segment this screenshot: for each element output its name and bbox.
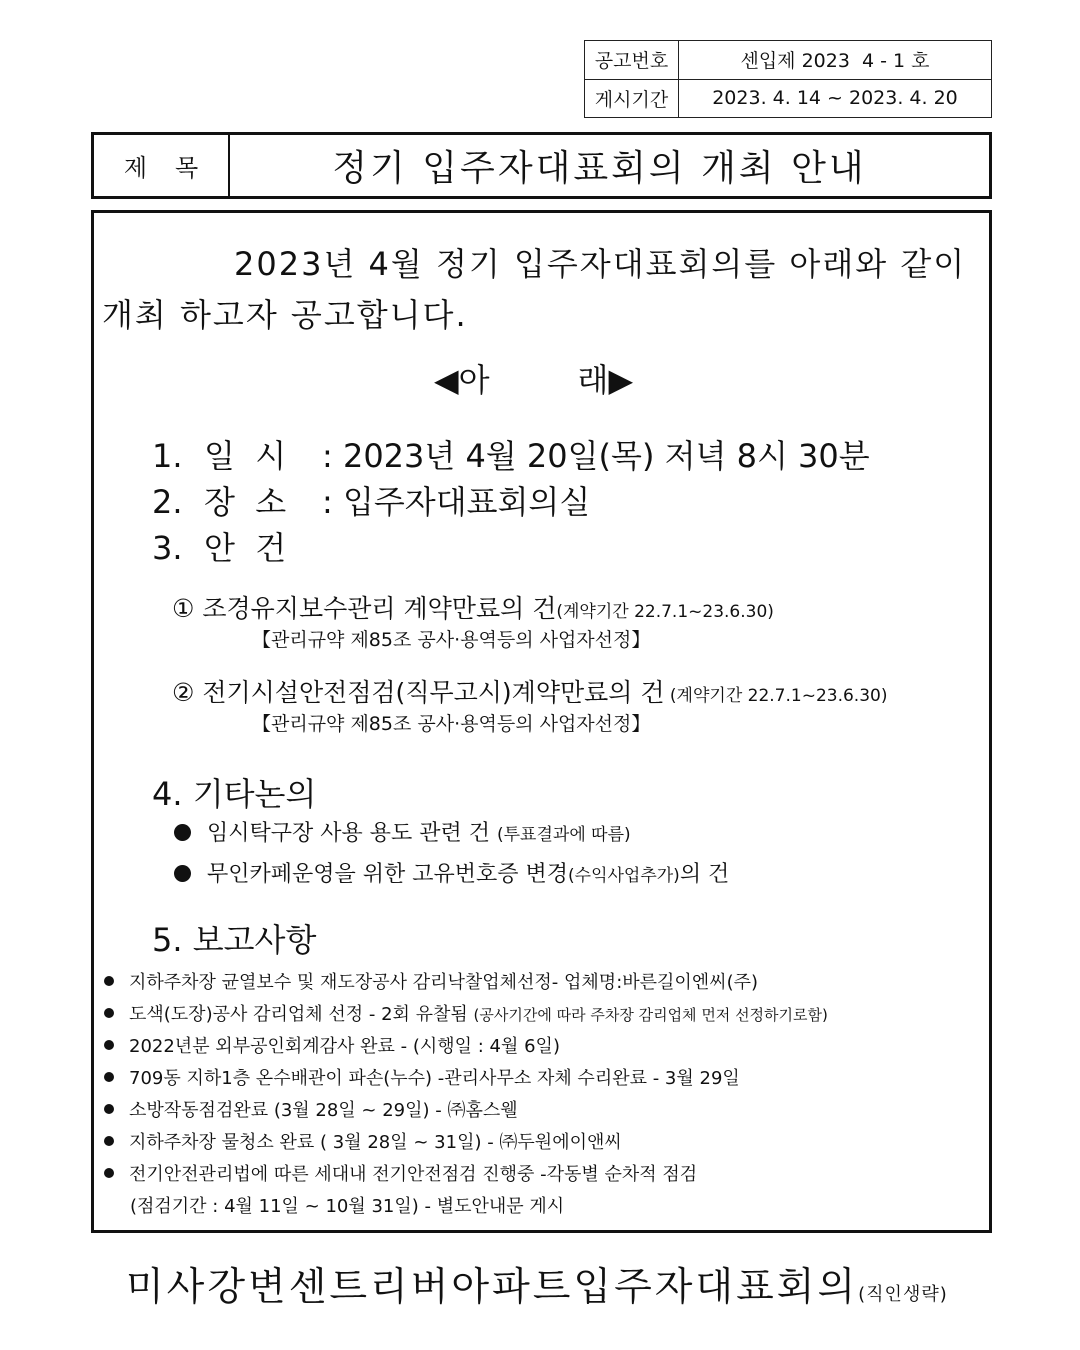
report-item-text: 지하주차장 물청소 완료 ( 3월 28일 ~ 31일) - ㈜두원에이앤씨: [129, 1132, 622, 1153]
details-heading-a: 아: [458, 361, 490, 399]
item-place: [152, 477, 590, 523]
report-item: [104, 1160, 697, 1186]
agenda-item-note: (계약기간 22.7.1~23.6.30): [664, 686, 888, 706]
bullet-icon: [104, 1040, 114, 1050]
agenda-item-2-rule: 【관리규약 제85조 공사·용역등의 사업자선정】: [252, 713, 651, 735]
item-agenda: [152, 523, 322, 569]
notice-body: [91, 210, 992, 1233]
other-bullet-1: [174, 816, 631, 847]
agenda-item-text: ② 전기시설안전점검(직무고시)계약만료의 건: [172, 678, 665, 707]
notice-number-value: 센입제 2023 4 - 1 호: [679, 41, 992, 80]
item-label: 장 소: [204, 483, 287, 521]
right-triangle-icon: ▶: [608, 361, 634, 399]
organization-name: 미사강변센트리버아파트입주자대표회의: [126, 1265, 859, 1310]
report-item: [104, 968, 758, 994]
other-bullet-2: [174, 857, 729, 888]
details-heading-rae: 래: [577, 361, 609, 399]
report-item: [104, 1096, 518, 1122]
agenda-item-text: ① 조경유지보수관리 계약만료의 건: [172, 594, 557, 623]
bullet-note: (수익사업추가): [568, 866, 680, 886]
bullet-icon: [174, 824, 191, 841]
footer-organization: [126, 1256, 948, 1312]
intro-line-2: 개최 하고자 공고합니다.: [102, 296, 468, 334]
bullet-icon: [174, 865, 191, 882]
bullet-icon: [104, 1168, 114, 1178]
report-item-text: 709동 지하1층 온수배관이 파손(누수) -관리사무소 자체 수리완료 - 3월 29일: [129, 1068, 740, 1089]
report-item-text: 지하주차장 균열보수 및 재도장공사 감리낙찰업체선정- 업체명:바른길이엔씨(주): [129, 972, 759, 993]
bullet-icon: [104, 1008, 114, 1018]
report-item: [104, 1000, 828, 1026]
posting-period-value: 2023. 4. 14 ~ 2023. 4. 20: [679, 79, 992, 118]
bullet-icon: [104, 1072, 114, 1082]
report-item-continuation: (점검기간 : 4월 11일 ~ 10월 31일) - 별도안내문 게시: [130, 1196, 565, 1217]
agenda-item-1: [172, 589, 774, 625]
item-value: : 입주자대표회의실: [322, 483, 591, 521]
agenda-item-2: [172, 673, 887, 709]
left-triangle-icon: ◀: [434, 361, 459, 399]
item-value: : 2023년 4월 20일(목) 저녁 8시 30분: [322, 437, 870, 475]
notice-number-row: [585, 41, 992, 80]
agenda-item-1-rule: 【관리규약 제85조 공사·용역등의 사업자선정】: [252, 629, 651, 651]
report-item: [104, 1064, 740, 1090]
bullet-text: 무인카페운영을 위한 고유번호증 변경: [207, 862, 569, 887]
page-title: 정기 입주자대표회의 개최 안내: [332, 148, 867, 189]
other-discussion-heading: 4. 기타논의: [152, 775, 317, 813]
report-item: [104, 1128, 622, 1154]
bullet-text: 임시탁구장 사용 용도 관련 건: [207, 821, 497, 846]
agenda-item-note: (계약기간 22.7.1~23.6.30): [556, 602, 774, 622]
report-heading: 5. 보고사항: [152, 921, 317, 959]
report-item: [104, 1032, 560, 1058]
item-number: 3.: [152, 529, 183, 567]
bullet-note: (투표결과에 따름): [497, 825, 631, 845]
report-item-text: 도색(도장)공사 감리업체 선정 - 2회 유찰됨: [129, 1004, 474, 1025]
item-date: [152, 431, 870, 477]
item-label: 일 시: [204, 437, 287, 475]
report-item-note: (공사기간에 따라 주차장 감리업체 먼저 선정하기로함): [473, 1006, 828, 1024]
bullet-icon: [104, 1104, 114, 1114]
item-label: 안 건: [204, 529, 287, 567]
title-label: 제목: [94, 135, 230, 196]
report-item-text: 전기안전관리법에 따른 세대내 전기안전점검 진행중 -각동별 순차적 점검: [129, 1164, 698, 1185]
item-number: 2.: [152, 483, 183, 521]
bullet-icon: [104, 1136, 114, 1146]
report-item-text: 2022년분 외부공인회계감사 완료 - (시행일 : 4월 6일): [129, 1036, 560, 1057]
notice-info-table: [584, 40, 992, 118]
details-heading: [434, 355, 633, 401]
bullet-tail: 의 건: [679, 862, 730, 887]
title-box: [91, 132, 992, 199]
posting-period-row: [585, 79, 992, 118]
intro-line-1: 2023년 4월 정기 입주자대표회의를 아래와 같이: [234, 245, 967, 283]
posting-period-label: 게시기간: [585, 79, 679, 118]
report-item-text: 소방작동점검완료 (3월 28일 ~ 29일) - ㈜홈스웰: [129, 1100, 518, 1121]
bullet-icon: [104, 976, 114, 986]
item-number: 1.: [152, 437, 183, 475]
notice-number-label: 공고번호: [585, 41, 679, 80]
seal-note: (직인생략): [858, 1284, 948, 1305]
